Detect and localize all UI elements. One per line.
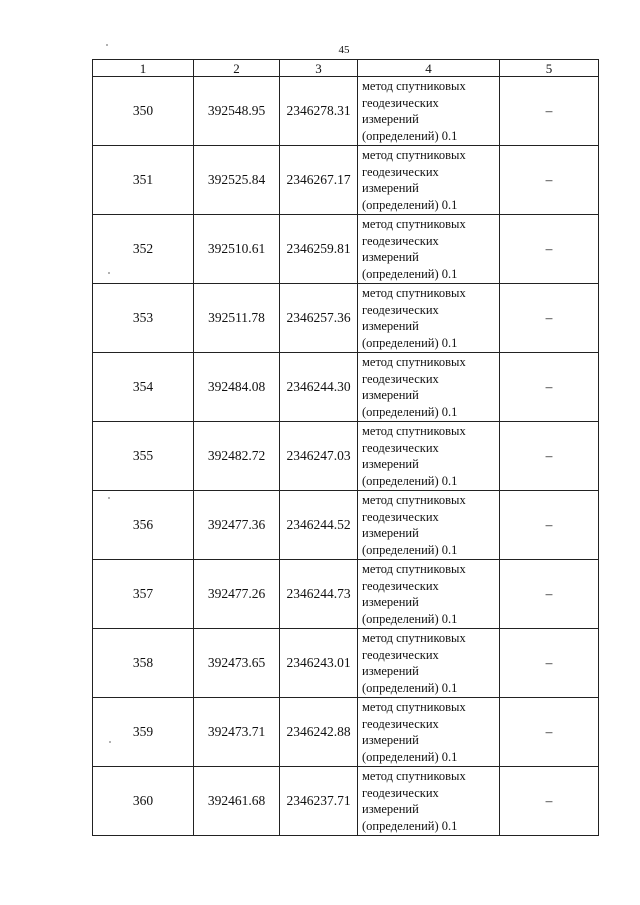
method-text-line: измерений [362,250,419,264]
method-text-line: (определений) 0.1 [362,818,458,833]
note-cell: – [500,77,599,146]
method-cell [358,146,500,215]
method-text-line: измерений [362,388,419,402]
table-row [93,698,599,767]
note-cell: – [500,284,599,353]
method-text-line: геодезических [362,164,439,179]
point-number-cell: 354 [93,353,194,422]
method-text-line: метод спутниковых [362,217,466,231]
point-number-cell: 355 [93,422,194,491]
method-text-line: геодезических [362,785,439,800]
table-row [93,215,599,284]
method-text-line: метод спутниковых [362,355,466,369]
table-header-row [93,60,599,77]
x-coordinate-cell: 392510.61 [194,215,280,284]
note-cell: – [500,491,599,560]
coordinates-table [92,59,599,836]
method-text-line: метод спутниковых [362,769,466,783]
method-text-line: измерений [362,664,419,678]
method-cell [358,215,500,284]
method-text-line: геодезических [362,647,439,662]
method-text-line: геодезических [362,509,439,524]
point-number-cell: 352 [93,215,194,284]
method-text-line: (определений) 0.1 [362,335,458,350]
point-number-cell: 360 [93,767,194,836]
method-text-line: (определений) 0.1 [362,404,458,419]
page-number: 45 [338,44,350,56]
note-cell: – [500,353,599,422]
point-number-cell: 359 [93,698,194,767]
method-text-line: геодезических [362,716,439,731]
point-number-cell: 358 [93,629,194,698]
method-text-line: (определений) 0.1 [362,266,458,281]
note-cell: – [500,560,599,629]
method-text-line: геодезических [362,371,439,386]
x-coordinate-cell: 392461.68 [194,767,280,836]
table-body [93,77,599,836]
method-text-line: (определений) 0.1 [362,542,458,557]
y-coordinate-cell: 2346259.81 [280,215,358,284]
method-text-line: (определений) 0.1 [362,749,458,764]
method-text-line: измерений [362,112,419,126]
x-coordinate-cell: 392548.95 [194,77,280,146]
y-coordinate-cell: 2346247.03 [280,422,358,491]
method-text-line: (определений) 0.1 [362,611,458,626]
method-text-line: метод спутниковых [362,562,466,576]
note-cell: – [500,698,599,767]
method-text-line: геодезических [362,233,439,248]
y-coordinate-cell: 2346278.31 [280,77,358,146]
method-text-line: метод спутниковых [362,631,466,645]
note-cell: – [500,422,599,491]
method-cell [358,698,500,767]
method-cell [358,284,500,353]
method-text-line: геодезических [362,95,439,110]
method-text-line: измерений [362,802,419,816]
method-cell [358,491,500,560]
method-text-line: геодезических [362,440,439,455]
note-cell: – [500,146,599,215]
y-coordinate-cell: 2346243.01 [280,629,358,698]
x-coordinate-cell: 392525.84 [194,146,280,215]
method-text-line: измерений [362,595,419,609]
method-cell [358,422,500,491]
point-number-cell: 357 [93,560,194,629]
method-cell [358,629,500,698]
column-header: 2 [194,60,280,77]
method-text-line: метод спутниковых [362,424,466,438]
x-coordinate-cell: 392511.78 [194,284,280,353]
method-text-line: метод спутниковых [362,700,466,714]
method-cell [358,353,500,422]
column-header: 4 [358,60,500,77]
y-coordinate-cell: 2346244.30 [280,353,358,422]
point-number-cell: 353 [93,284,194,353]
method-cell [358,767,500,836]
table-row [93,284,599,353]
x-coordinate-cell: 392482.72 [194,422,280,491]
x-coordinate-cell: 392484.08 [194,353,280,422]
method-text-line: метод спутниковых [362,79,466,93]
column-header: 5 [500,60,599,77]
method-text-line: геодезических [362,578,439,593]
note-cell: – [500,215,599,284]
table-row [93,353,599,422]
table-row [93,560,599,629]
y-coordinate-cell: 2346242.88 [280,698,358,767]
y-coordinate-cell: 2346267.17 [280,146,358,215]
method-text-line: измерений [362,526,419,540]
method-text-line: (определений) 0.1 [362,680,458,695]
method-text-line: измерений [362,733,419,747]
column-header: 3 [280,60,358,77]
scan-speck [106,44,108,46]
x-coordinate-cell: 392477.26 [194,560,280,629]
y-coordinate-cell: 2346257.36 [280,284,358,353]
method-text-line: геодезических [362,302,439,317]
table-row [93,629,599,698]
point-number-cell: 356 [93,491,194,560]
x-coordinate-cell: 392473.71 [194,698,280,767]
method-cell [358,560,500,629]
table-row [93,491,599,560]
method-text-line: метод спутниковых [362,148,466,162]
method-text-line: метод спутниковых [362,493,466,507]
method-text-line: измерений [362,319,419,333]
table-row [93,146,599,215]
point-number-cell: 350 [93,77,194,146]
y-coordinate-cell: 2346244.52 [280,491,358,560]
note-cell: – [500,629,599,698]
method-cell [358,77,500,146]
method-text-line: (определений) 0.1 [362,473,458,488]
y-coordinate-cell: 2346237.71 [280,767,358,836]
x-coordinate-cell: 392473.65 [194,629,280,698]
table-row [93,767,599,836]
table-row [93,422,599,491]
x-coordinate-cell: 392477.36 [194,491,280,560]
method-text-line: измерений [362,181,419,195]
method-text-line: метод спутниковых [362,286,466,300]
method-text-line: (определений) 0.1 [362,128,458,143]
point-number-cell: 351 [93,146,194,215]
column-header: 1 [93,60,194,77]
y-coordinate-cell: 2346244.73 [280,560,358,629]
method-text-line: измерений [362,457,419,471]
note-cell: – [500,767,599,836]
method-text-line: (определений) 0.1 [362,197,458,212]
table-row [93,77,599,146]
